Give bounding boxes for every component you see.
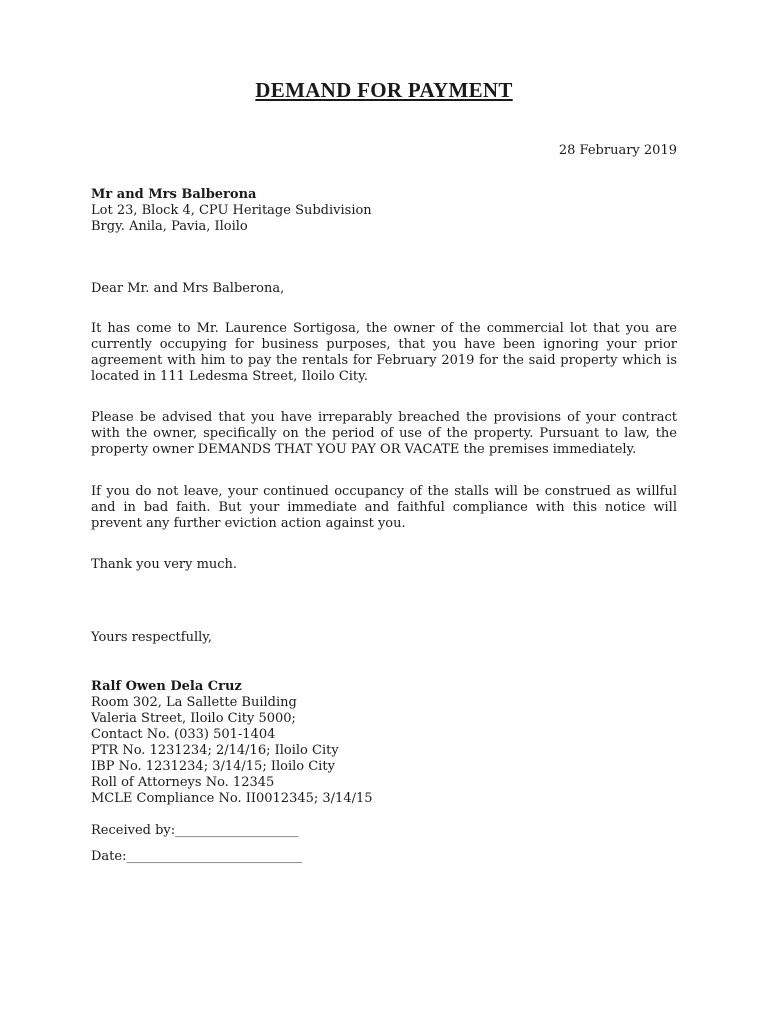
- signer-name: Ralf Owen Dela Cruz: [91, 679, 242, 694]
- received-by-field: Received by:___________________: [91, 823, 299, 838]
- date-field: Date:___________________________: [91, 849, 302, 864]
- letter-date: 28 February 2019: [558, 143, 677, 158]
- recipient-address-line2: Brgy. Anila, Pavia, Iloilo: [91, 219, 248, 234]
- paragraph-3: If you do not leave, your continued occupancy of the stalls will be construed as willful and in bad faith. But your immediate and faithful compliance with this notice will prevent any further eviction action against you.: [91, 484, 677, 531]
- recipient-block: [91, 187, 677, 235]
- recipient-address-line1: Lot 23, Block 4, CPU Heritage Subdivision: [91, 203, 372, 218]
- paragraph-2: Please be advised that you have irreparably breached the provisions of your contract with the owner, specifically on the period of use of the property. Pursuant to law, the property owner DEMANDS THAT YOU PAY OR VACATE the premises immediately.: [91, 410, 677, 457]
- signer-line: MCLE Compliance No. II0012345; 3/14/15: [91, 791, 373, 806]
- signer-block: [91, 679, 677, 807]
- document-title: DEMAND FOR PAYMENT: [255, 78, 513, 102]
- recipient-name: Mr and Mrs Balberona: [91, 187, 257, 202]
- signer-line: Valeria Street, Iloilo City 5000;: [91, 711, 296, 726]
- signer-line: Room 302, La Sallette Building: [91, 695, 297, 710]
- thanks-line: Thank you very much.: [91, 557, 238, 572]
- closing-line: Yours respectfully,: [91, 630, 213, 645]
- paragraph-1: It has come to Mr. Laurence Sortigosa, the owner of the commercial lot that you are currently occupying for business purposes, that you have been ignoring your prior agreement with him to pay the rentals for February 2019 for the said property which is located in 111 Ledesma Street, Iloilo City.: [91, 321, 677, 384]
- signer-line: Roll of Attorneys No. 12345: [91, 775, 275, 790]
- signer-line: Contact No. (033) 501-1404: [91, 727, 276, 742]
- signer-line: IBP No. 1231234; 3/14/15; Iloilo City: [91, 759, 335, 774]
- signer-line: PTR No. 1231234; 2/14/16; Iloilo City: [91, 743, 339, 758]
- salutation: Dear Mr. and Mrs Balberona,: [91, 281, 285, 296]
